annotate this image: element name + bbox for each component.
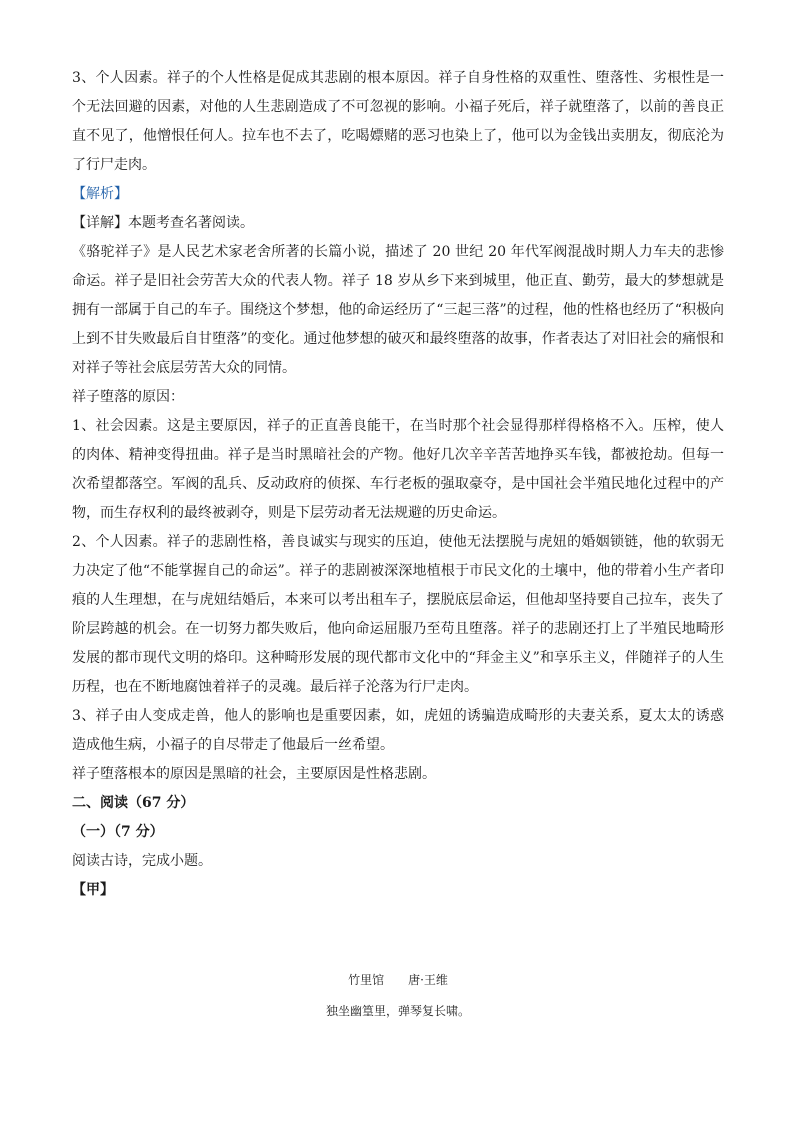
section-heading: 二、阅读（67 分） (72, 795, 195, 811)
paragraph-reasons-heading: 祥子堕落的原因： (72, 389, 184, 405)
poem-title-line (72, 971, 724, 988)
paragraph-others-influence: 3、祥子由人变成走兽，他人的影响也是重要因素，如，虎妞的诱骗造成畸形的夫妻关系，夏太太的诱惑造成他生病，小福子的自尽带走了他最后一丝希望。 (72, 708, 724, 753)
paragraph-conclusion: 祥子堕落根本的原因是黑暗的社会，主要原因是性格悲剧。 (72, 766, 436, 782)
sub-section-heading: （一）（7 分） (72, 824, 164, 840)
paragraph-novel-summary: 《骆驼祥子》是人民艺术家老舍所著的长篇小说，描述了 20 世纪 20 年代军阀混战时期人力车夫的悲惨命运。祥子是旧社会劳苦大众的代表人物。祥子 18 岁从乡下来到城里，他正直、勤劳，最大的梦想就是拥有一部属于自己的车子。围绕这个梦想，他的命运经历了“三起三落”的过程，他的性格也经历了“积极向上到不甘失败最后自甘堕落”的变化。通过他梦想的破灭和最终堕落的故事，作者表达了对旧社会的痛恨和对祥子等社会底层劳苦大众的同情。 (72, 244, 724, 376)
poem-author: 唐·王维 (408, 973, 448, 987)
detailed-explanation-text: 本题考查名著阅读。 (128, 215, 254, 231)
reading-instruction: 阅读古诗，完成小题。 (72, 853, 212, 869)
detailed-explanation-tag: 【详解】 (72, 215, 128, 231)
poem-verse-line: 独坐幽篁里，弹琴复长啸。 (325, 1004, 470, 1018)
analysis-label: 【解析】 (72, 186, 128, 202)
paragraph-character-factor: 3、个人因素。祥子的个人性格是促成其悲剧的根本原因。祥子自身性格的双重性、堕落性、劣根性是一个无法回避的因素，对他的人生悲剧造成了不可忽视的影响。小福子死后，祥子就堕落了，以前的善良正直不见了，他憎恨任何人。拉车也不去了，吃喝嫖赌的恶习也染上了，他可以为金钱出卖朋友，彻底沦为了行尸走肉。 (72, 70, 724, 173)
poem-title: 竹里馆 (348, 973, 385, 987)
paragraph-social-factor: 1、社会因素。这是主要原因，祥子的正直善良能干，在当时那个社会显得那样得格格不入。压榨，使人的肉体、精神变得扭曲。祥子是当时黑暗社会的产物。他好几次辛辛苦苦地挣买车钱，都被抢劫。但每一次希望都落空。军阀的乱兵、反动政府的侦探、车行老板的强取豪夺，是中国社会半殖民地化过程中的产物，而生存权利的最终被剥夺，则是下层劳动者无法规避的历史命运。 (72, 418, 724, 521)
paragraph-personal-factor: 2、个人因素。祥子的悲剧性格，善良诚实与现实的压迫，使他无法摆脱与虎妞的婚姻锁链，他的软弱无力决定了他“不能掌握自己的命运”。祥子的悲剧被深深地植根于市民文化的土壤中，他的带着小生产者印痕的人生理想，在与虎妞结婚后，本来可以考出租车子，摆脱底层命运，但他却坚持要自己拉车，丧失了阶层跨越的机会。在一切努力都失败后，他向命运屈服乃至苟且堕落。祥子的悲剧还打上了半殖民地畸形发展的都市现代文明的烙印。这种畸形发展的现代都市文化中的“拜金主义”和享乐主义，伴随祥子的人生历程，也在不断地腐蚀着祥子的灵魂。最后祥子沦落为行尸走肉。 (72, 534, 724, 695)
poem-label-jia: 【甲】 (72, 882, 114, 898)
detailed-explanation (72, 209, 724, 238)
document-body (72, 64, 724, 905)
